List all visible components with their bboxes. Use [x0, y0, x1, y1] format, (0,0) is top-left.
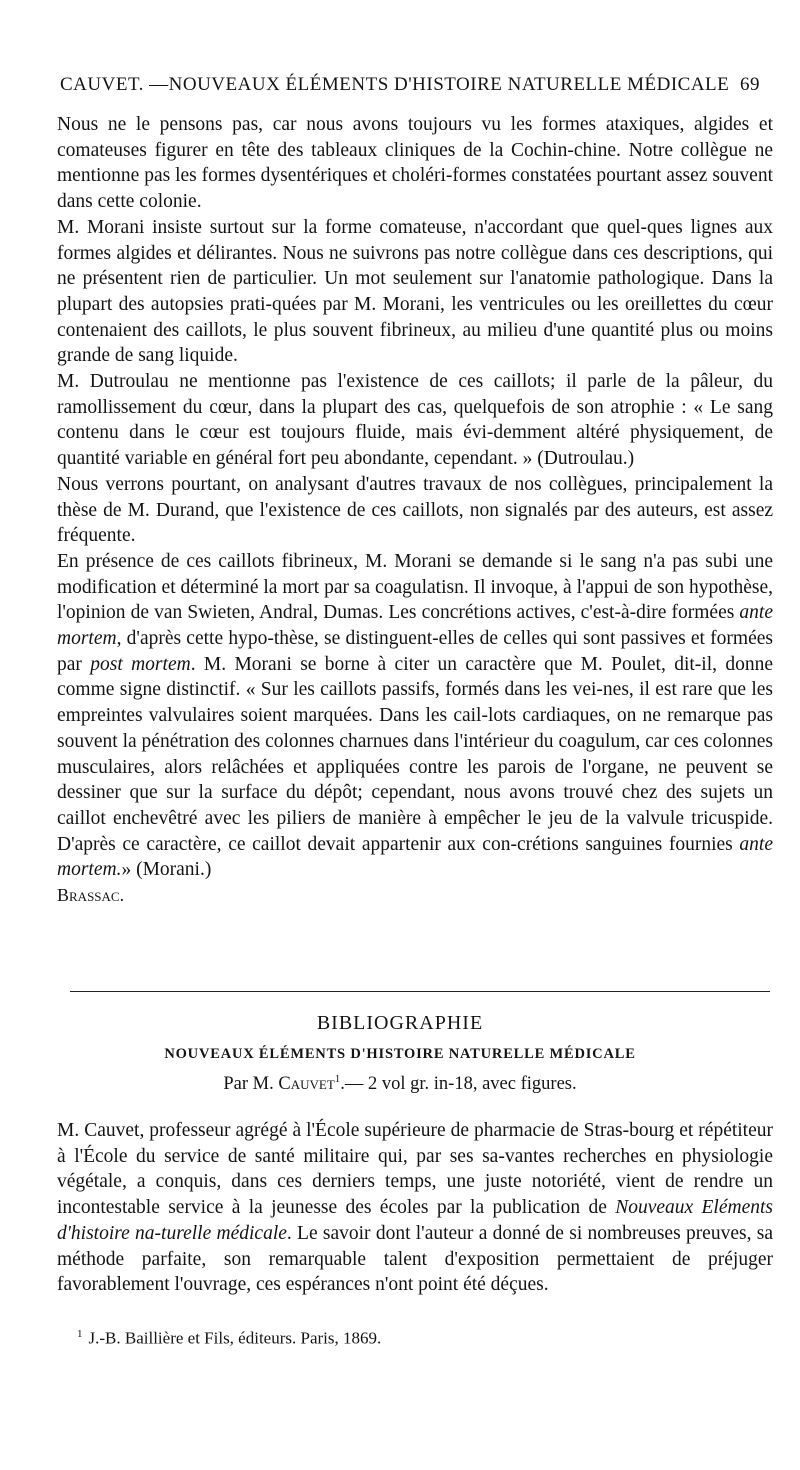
- author-signature: Brassac.: [57, 885, 125, 906]
- author-footnote-mark: 1: [334, 1073, 341, 1085]
- bibliography-author-line: [0, 1073, 800, 1095]
- author-suffix: .— 2 vol gr. in-18, avec figures.: [340, 1074, 577, 1095]
- review-part-a: M. Cauvet, professeur agrégé à l'École supérieure de pharmacie de Stras-bourg et répétiteur à l'École du service de santé militaire qui, par ses sa-vantes recherches en physiologie végétale, a conquis, dans ces derniers temps, une juste notoriété, vient de rendre un incontestable service à la jeunesse des écoles par la publication de: [57, 1120, 773, 1219]
- paragraph-5-part-b: , d'après cette hypo-thèse, se distinguent-elles de celles qui sont passives et formées par: [57, 628, 773, 675]
- post-mortem-italic: post mortem: [90, 653, 191, 675]
- footnote-mark: 1: [77, 1328, 83, 1340]
- review-paragraph: [57, 1118, 773, 1298]
- paragraph-5-part-a: En présence de ces caillots fibrineux, M. Morani se demande si le sang n'a pas subi une modification et déterminé la mort par sa coagulatisn. Il invoque, à l'appui de son hypothèse, l'opinion de van Swieten, Andral, Dumas. Les concrétions actives, c'est-à-dire formées: [57, 550, 773, 624]
- book-title-italic: Nouveaux Eléments d'histoire na-turelle médicale: [57, 1197, 773, 1244]
- review-body: [57, 1118, 773, 1298]
- bibliography-title: BIBLIOGRAPHIE: [316, 1012, 484, 1034]
- paragraph-2: M. Morani insiste surtout sur la forme comateuse, n'accordant que quel-ques lignes aux formes algides et délirantes. Nous ne suivrons pas notre collègue dans ces descriptions, qui ne présentent rien de particulier. Un mot seulement sur l'anatomie pathologique. Dans la plupart des autopsies prati-quées par M. Morani, les ventricules ou les oreillettes du cœur contenaient des caillots, le plus souvent fibrineux, au milieu d'une quantité plus ou moins grande de sang liquide.: [57, 216, 773, 367]
- paragraph-4: Nous verrons pourtant, on analysant d'autres travaux de nos collègues, principalement la thèse de M. Durand, que l'existence de ces caillots, non signalés par des auteurs, est assez fréquente.: [57, 473, 773, 547]
- paragraph-5-part-d: » (Morani.): [121, 859, 212, 881]
- ante-mortem-italic: ante mortem: [57, 602, 773, 650]
- section-divider: [70, 991, 770, 992]
- footnote-text: J.-B. Baillière et Fils, éditeurs. Paris, 1869.: [88, 1328, 382, 1348]
- running-head: [60, 74, 760, 96]
- running-title: CAUVET. —NOUVEAUX ÉLÉMENTS D'HISTOIRE NATURELLE MÉDICALE: [60, 74, 730, 95]
- page-number: 69: [740, 74, 760, 95]
- bibliography-subtitle: NOUVEAUX ÉLÉMENTS D'HISTOIRE NATURELLE MÉDICALE: [164, 1046, 636, 1062]
- review-part-b: . Le savoir dont l'auteur a donné de si nombreuses preuves, sa méthode parfaite, son remarquable talent d'exposition permettaient de préjuger favorablement l'ouvrage, ces espérances n'ont point été déçues.: [57, 1222, 773, 1296]
- footnote: [77, 1328, 381, 1349]
- paragraph-5: [57, 549, 773, 883]
- author-name: Cauvet: [278, 1074, 335, 1095]
- article-body: [57, 112, 773, 909]
- ante-mortem-italic-2: ante mortem.: [57, 833, 773, 881]
- paragraph-1: Nous ne le pensons pas, car nous avons toujours vu les formes ataxiques, algides et comateuses figurer en tête des tableaux cliniques de la Cochin-chine. Notre collègue ne mentionne pas les formes dysentériques et choléri-formes constatées pourtant assez souvent dans cette colonie.: [57, 114, 773, 213]
- paragraph-5-part-c: . M. Morani se borne à citer un caractère que M. Poulet, dit-il, donne comme signe distinctif. « Sur les caillots passifs, formés dans les vei-nes, il est rare que les empreintes valvulaires soient marquées. Dans les cail-lots cardiaques, on ne remarque pas souvent la pénétration des colonnes charnues dans l'intérieur du coagulum, car ces colonnes musculaires, alors relâchées et appliquées contre les parois de l'organe, ne peuvent se dessiner que sur la surface du dépôt; cependant, nous avons trouvé chez des sujets un caillot enchevêtré avec les piliers de manière à empêcher le jeu de la valvule tricuspide. D'après ce caractère, ce caillot devait appartenir aux con-crétions sanguines fournies: [57, 653, 773, 855]
- paragraph-3: M. Dutroulau ne mentionne pas l'existence de ces caillots; il parle de la pâleur, du ramollissement du cœur, dans la plupart des cas, quelquefois de son atrophie : « Le sang contenu dans le cœur est toujours fluide, mais évi-demment altéré physiquement, de quantité variable en général fort peu abondante, cependant. » (Dutroulau.): [57, 371, 773, 470]
- author-prefix: Par M.: [223, 1074, 279, 1095]
